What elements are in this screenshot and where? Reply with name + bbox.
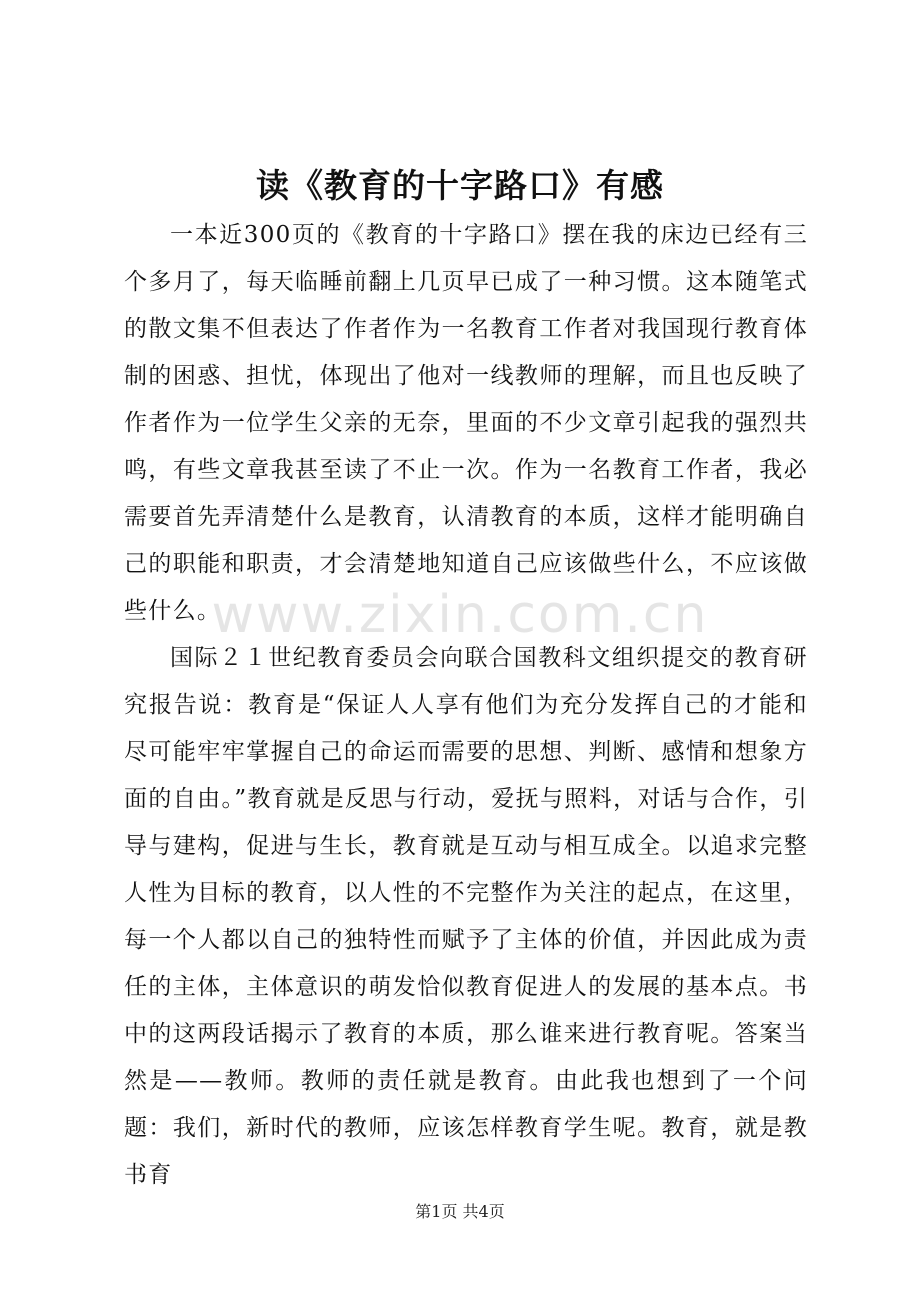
- paragraph-1: 一本近300页的《教育的十字路口》摆在我的床边已经有三个多月了，每天临睡前翻上几页早已成了一种习惯。这本随笔式的散文集不但表达了作者作为一名教育工作者对我国现行教育体制的困惑、担忧，体现出了他对一线教师的理解，而且也反映了作者作为一位学生父亲的无奈，里面的不少文章引起我的强烈共鸣，有些文章我甚至读了不止一次。作为一名教育工作者，我必需要首先弄清楚什么是教育，认清教育的本质，这样才能明确自己的职能和职责，才会清楚地知道自己应该做些什么，不应该做些什么。: [124, 222, 808, 624]
- watermark: www.zixin.com.cn: [211, 585, 709, 645]
- page-number-footer: 第1页 共4页: [415, 1202, 505, 1221]
- document-title: 读《教育的十字路口》有感: [256, 166, 664, 205]
- paragraph-2: 国际２１世纪教育委员会向联合国教科文组织提交的教育研究报告说：教育是“保证人人享有他们为充分发挥自己的才能和尽可能牢牢掌握自己的命运而需要的思想、判断、感情和想象方面的自由。”教育就是反思与行动，爱抚与照料，对话与合作，引导与建构，促进与生长，教育就是互动与相互成全。以追求完整人性为目标的教育，以人性的不完整作为关注的起点，在这里，每一个人都以自己的独特性而赋予了主体的价值，并因此成为责任的主体，主体意识的萌发恰似教育促进人的发展的基本点。书中的这两段话揭示了教育的本质，那么谁来进行教育呢。答案当然是——教师。教师的责任就是教育。由此我也想到了一个问题：我们，新时代的教师，应该怎样教育学生呢。教育，就是教书育: [124, 645, 808, 1188]
- document-body: [124, 212, 808, 1199]
